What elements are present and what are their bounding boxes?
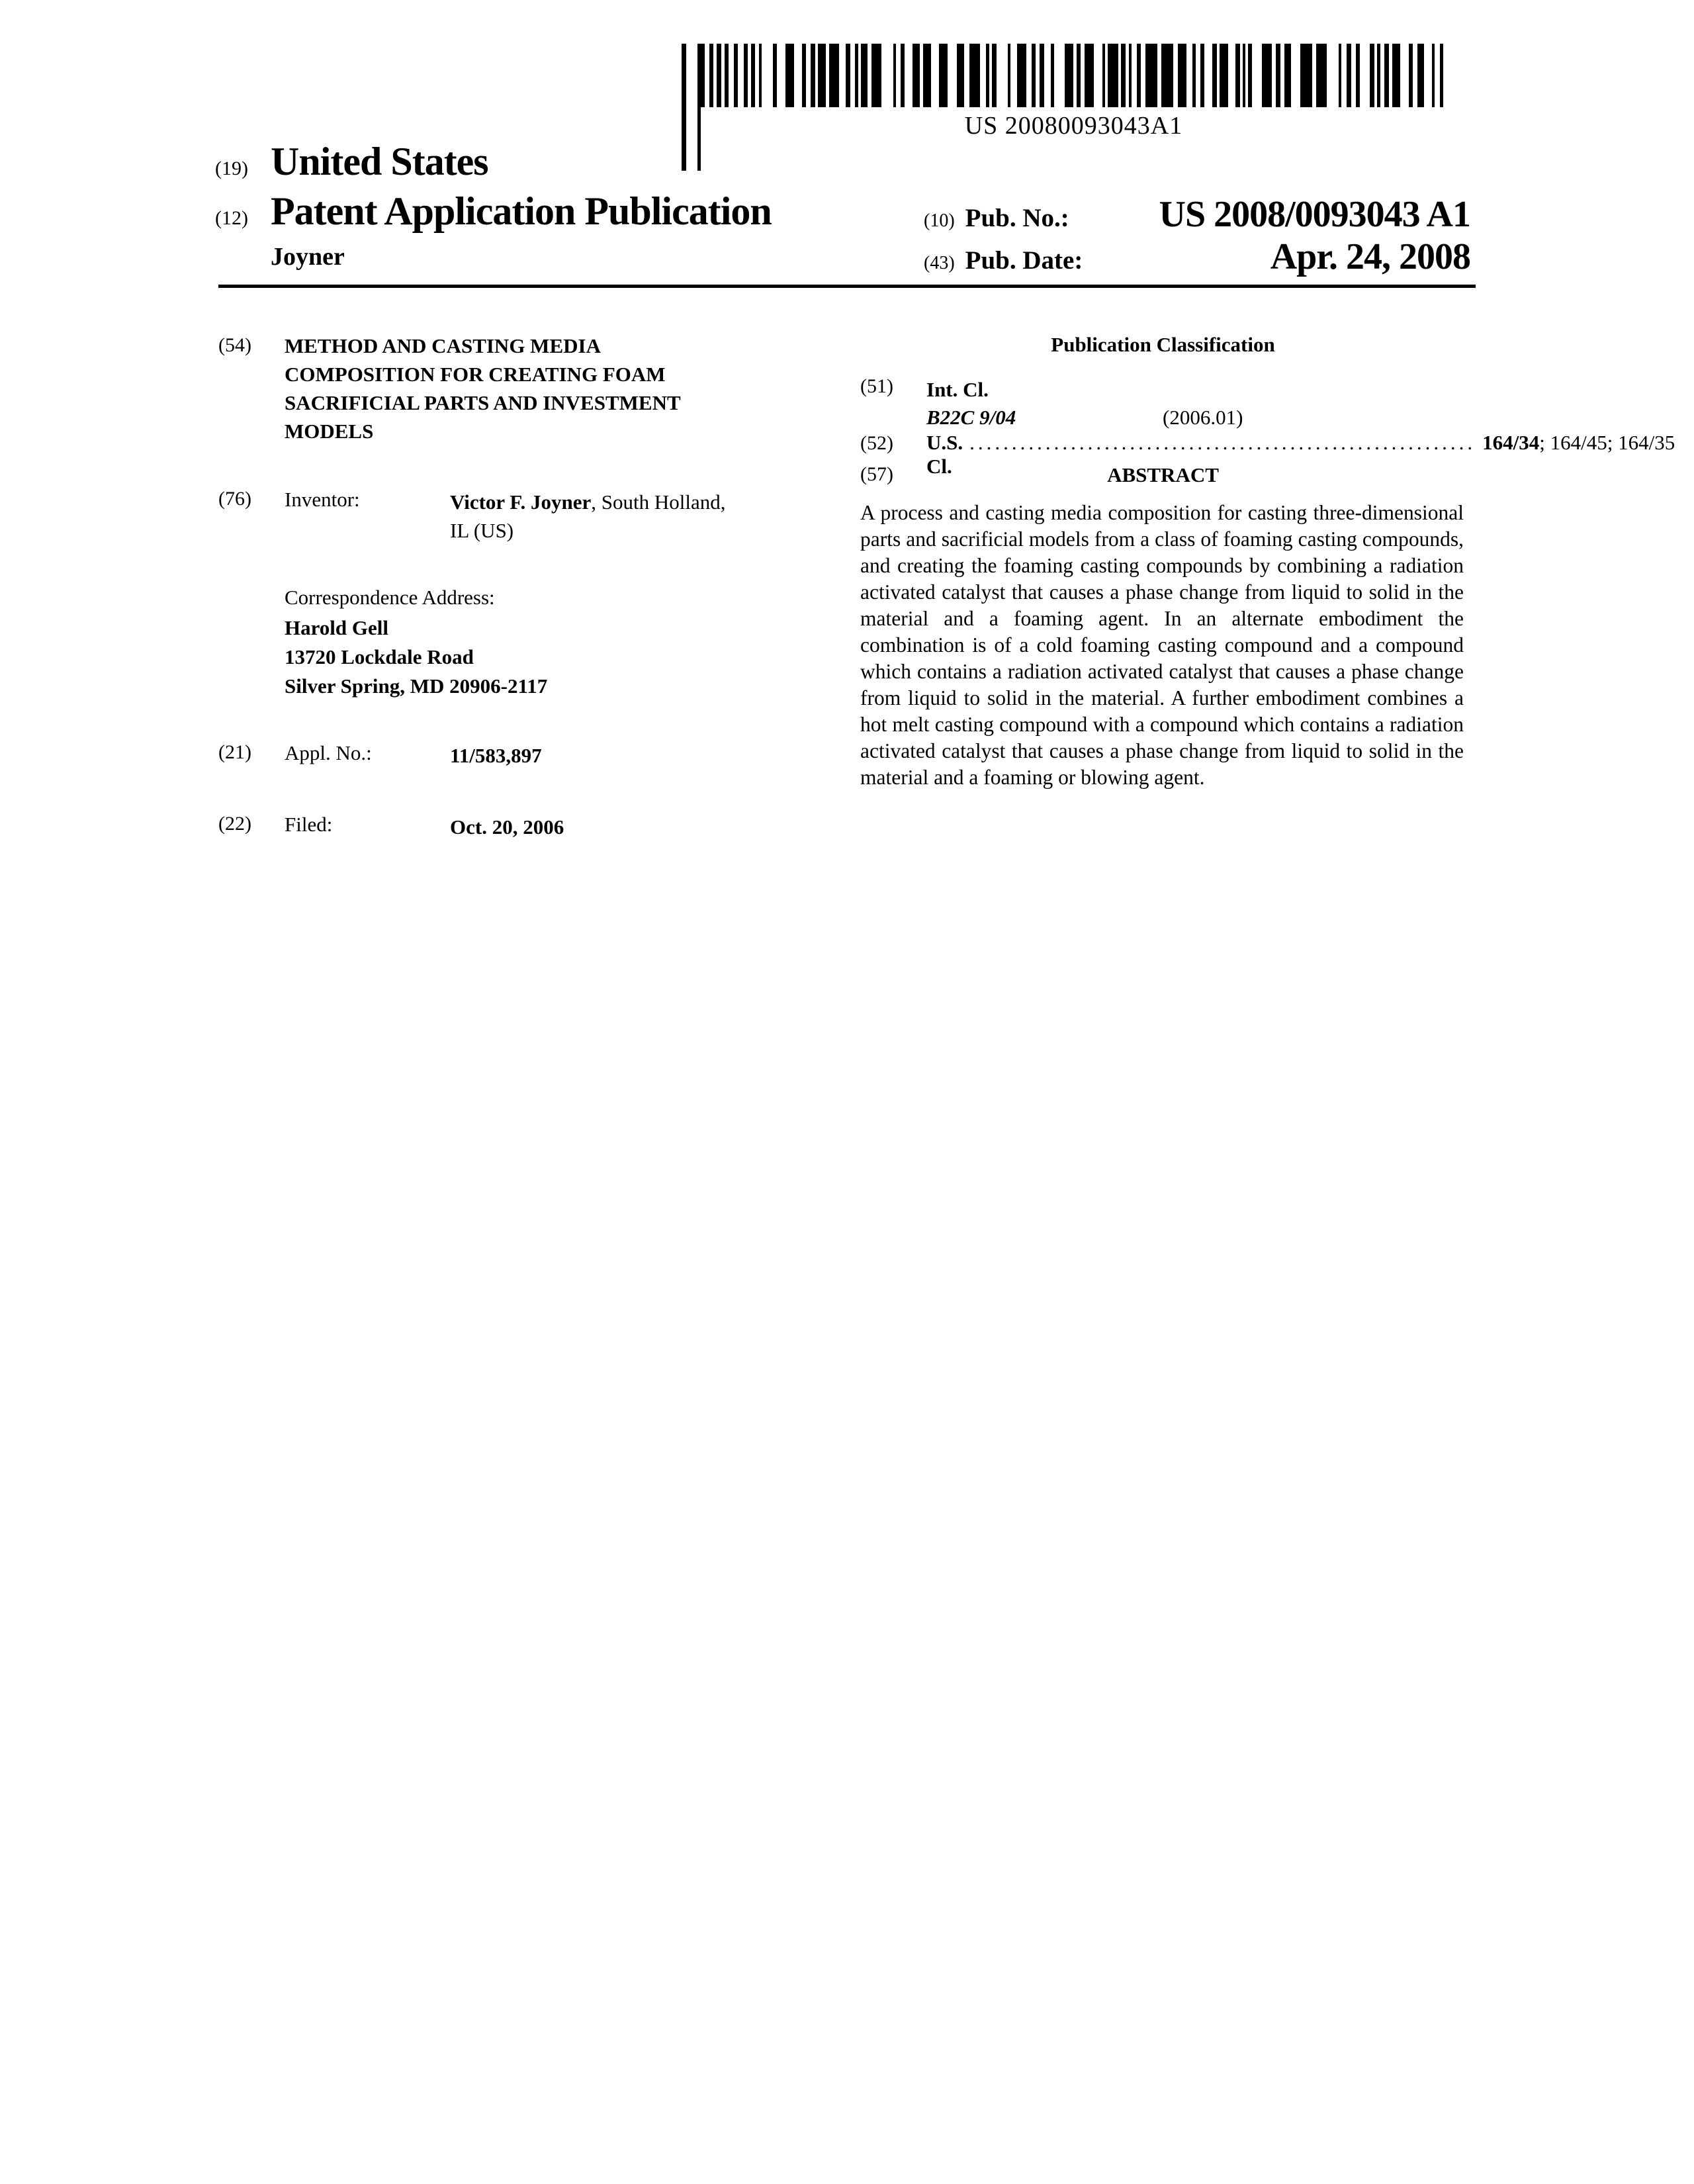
inventor-value [450, 488, 834, 545]
ref-code-51: (51) [860, 375, 893, 397]
invention-title: METHOD AND CASTING MEDIA COMPOSITION FOR CREATING FOAM SACRIFICIAL PARTS AND INVESTMENT MODELS [285, 334, 681, 443]
barcode [682, 44, 1466, 107]
int-cl-label: Int. Cl. [926, 378, 989, 401]
ref-code-21: (21) [218, 741, 251, 763]
int-cl-version: (2006.01) [1163, 406, 1243, 429]
publication-number: US 2008/0093043 A1 [1159, 194, 1470, 235]
correspondence-address: Harold Gell 13720 Lockdale Road Silver Spring, MD 20906-2117 [285, 616, 548, 698]
inventor-surname: Joyner [271, 243, 345, 271]
country-name: United States [271, 140, 488, 183]
pub-date-label: Pub. Date: [965, 246, 1083, 275]
ref-code-52: (52) [860, 432, 893, 454]
us-cl-secondary: ; 164/45; 164/35 [1539, 431, 1675, 454]
ref-code-57: (57) [860, 463, 893, 485]
correspondence-label: Correspondence Address: [285, 586, 495, 609]
us-cl-values [1482, 431, 1675, 455]
publication-classification-heading: Publication Classification [1051, 333, 1275, 356]
int-cl-class: B22C 9/04 [926, 406, 1016, 429]
inventor-label: Inventor: [285, 488, 360, 511]
ref-code-76: (76) [218, 488, 251, 510]
pub-no-label: Pub. No.: [965, 204, 1069, 232]
ref-code-12: (12) [215, 207, 248, 229]
header-divider [218, 285, 1476, 288]
ref-code-54: (54) [218, 334, 251, 356]
ref-code-43: (43) [924, 253, 955, 273]
application-number: 11/583,897 [450, 744, 542, 767]
dot-leader: ............................................................ [969, 431, 1476, 454]
ref-code-19: (19) [215, 158, 248, 179]
us-cl-label: U.S. Cl. [926, 431, 963, 478]
ref-code-22: (22) [218, 813, 251, 835]
filed-date: Oct. 20, 2006 [450, 815, 564, 839]
publication-date: Apr. 24, 2008 [1270, 236, 1470, 277]
inventor-name: Victor F. Joyner [450, 490, 592, 514]
abstract-text: A process and casting media composition for casting three-dimensional parts and sacrificial models from a class of foaming casting compounds, and creating the foaming casting compounds by combining a radiation activated catalyst that causes a phase change from liquid to solid in the material and a foaming agent. In an alternate embodiment the combination is of a cold foaming casting compound and a compound which contains a radiation activated catalyst that causes a phase change from liquid to solid in the material. A further embodiment combines a hot melt casting compound with a compound which contains a radiation activated catalyst that causes a phase change from liquid to solid in the material and a foaming or blowing agent. [860, 501, 1464, 789]
barcode-number: US 20080093043A1 [964, 112, 1183, 140]
document-type: Patent Application Publication [271, 189, 772, 233]
abstract-heading: ABSTRACT [1107, 463, 1219, 486]
filed-label: Filed: [285, 813, 333, 836]
inventor-residence-line2: IL (US) [450, 519, 514, 542]
ref-code-10: (10) [924, 210, 955, 231]
inventor-residence: , South Holland, [591, 490, 726, 514]
appl-no-label: Appl. No.: [285, 741, 372, 764]
us-cl-primary: 164/34 [1482, 431, 1540, 454]
